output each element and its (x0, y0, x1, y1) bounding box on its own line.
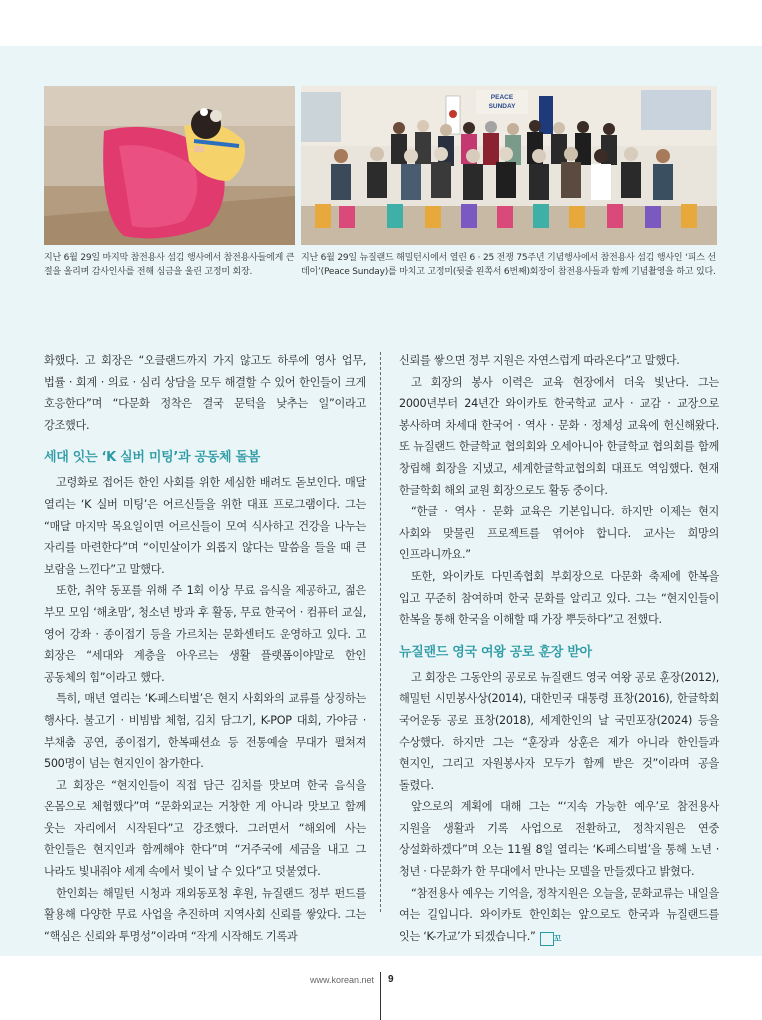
photo-peace-sunday-group (301, 86, 717, 245)
column-divider (380, 352, 381, 912)
page-number: 9 (388, 974, 394, 985)
final-paragraph-text: “참전용사 예우는 기억을, 정착지원은 오늘을, 문화교류는 내일을 여는 길입니다. 와이카토 한인회는 앞으로도 한국과 뉴질랜드를 잇는 ‘K-가교’가 되겠습니다.” (399, 886, 719, 943)
footer-url: www.korean.net (309, 975, 374, 985)
paragraph: 고 회장은 “현지인들이 직접 담근 김치를 맛보며 한국 음식을 온몸으로 체험했다”며 “문화외교는 거창한 게 아니라 맛보고 함께 웃는 자리에서 시작된다”고 강조했다. 그러면서 “해외에 사는 한인들은 현지인과 함께해야 한다”며 “거주국에 세금을 내고 그 나라도 빛내줘야 세계 속에서 빛이 날 수 있다”고 덧붙였다. (44, 778, 366, 879)
paragraph: 앞으로의 계획에 대해 그는 “‘지속 가능한 예우’로 참전용사 지원을 생활과 기록 사업으로 전환하고, 정착지원은 연중 상설화하겠다”며 오는 11월 8일 열리는 ‘K-페스티벌’을 통해 노년 · 청년 · 다문화가 한 무대에서 만나는 모델을 만들겠다고 밝혔다. (399, 800, 719, 879)
photo-caption-left: 지난 6월 29일 마지막 참전용사 섬김 행사에서 참전용사들에게 큰절을 올리며 감사인사를 전해 심금을 울린 고정미 회장. (44, 253, 295, 277)
footer-divider (380, 972, 381, 1020)
paragraph: 고령화로 접어든 한인 사회를 위한 세심한 배려도 돋보인다. 매달 열리는 ‘K 실버 미팅’은 어르신들을 위한 대표 프로그램이다. 그는 “매달 마지막 목요일이면 어르신들이 모여 식사하고 건강을 나누는 자리를 마련한다”며 “이민살이가 외롭지 않다는 말씀을 들을 때 큰 보람을 느낀다”고 말했다. (44, 476, 366, 576)
article-column-left (44, 350, 366, 947)
section-heading: 뉴질랜드 영국 여왕 공로 훈장 받아 (399, 644, 592, 660)
sign-sunday: SUNDAY (488, 103, 516, 110)
section-heading: 세대 잇는 ‘K 실버 미팅’과 공동체 돌봄 (44, 450, 261, 466)
paragraph: “한글 · 역사 · 문화 교육은 기본입니다. 하지만 이제는 현지 사회와 맞물린 프로젝트를 엮어야 합니다. 교사는 희망의 인프라니까요.” (399, 505, 719, 562)
paragraph: 고 회장의 봉사 이력은 교육 현장에서 더욱 빛난다. 그는 2000년부터 24년간 와이카토 한국학교 교사 · 교감 · 교장으로 봉사하며 차세대 한국어 · 역사 · 문화 · 정체성 교육에 헌신해왔다. 또 뉴질랜드 한글학교 협의회와 오세아니아 한글학교 협의회를 함께 창립해 회장을 지냈고, 세계한글학교협의회 대표도 역임했다. 현재 한글학회 해외 교원 회장으로도 활동 중이다. (399, 375, 719, 497)
article-column-right (399, 350, 719, 947)
paragraph: 또한, 와이카토 다민족협회 부회장으로 다문화 축제에 한복을 입고 꾸준히 참여하며 한국 문화를 알리고 있다. 그는 “현지인들이 한복을 통해 한국을 이해할 때 가장 뿌듯하다”고 전했다. (399, 569, 719, 627)
paragraph: 고 회장은 그동안의 공로로 뉴질랜드 영국 여왕 공로 훈장(2012), 해밀턴 시민봉사상(2014), 대한민국 대통령 표창(2016), 한글학회 국어운동 공로 표창(2018), 세계한인의 날 국민포장(2024) 등을 수상했다. 하지만 그는 “훈장과 상훈은 제가 아니라 한인들과 현지인, 그리고 자원봉사자 모두가 함께 받은 것”이라며 공을 돌렸다. (399, 670, 719, 792)
paragraph: 특히, 매년 열리는 ‘K-페스티벌’은 현지 사회와의 교류를 상징하는 행사다. 불고기 · 비빔밥 체험, 김치 담그기, K-POP 대회, 가야금 · 부채춤 공연, 종이접기, 한복패션쇼 등 전통예술 무대가 펼쳐져 500명이 넘는 현지인이 참가한다. (44, 692, 366, 771)
end-mark-icon: 꼬 (540, 932, 554, 946)
top-margin (0, 0, 762, 46)
paragraph: 한인회는 해밀턴 시청과 재외동포청 후원, 뉴질랜드 정부 펀드를 활용해 다양한 무료 사업을 추진하며 지역사회 신뢰를 쌓았다. 그는 “핵심은 신뢰와 투명성”이라며 “작게 시작해도 기록과 (44, 886, 366, 943)
photo-caption-right: 지난 6월 29일 뉴질랜드 해밀턴시에서 열린 6 · 25 전쟁 75주년 기념행사에서 참전용사 섬김 행사인 ‘피스 선데이’(Peace Sunday)를 마치고 고정미(뒷줄 왼쪽서 6번째)회장이 참전용사들과 함께 기념촬영을 하고 있다. (301, 253, 716, 277)
paragraph: 또한, 취약 동포를 위해 주 1회 이상 무료 음식을 제공하고, 젊은 부모 모임 ‘해초맘’, 청소년 방과 후 활동, 무료 한국어 · 컴퓨터 교실, 영어 강좌 · 종이접기 등을 가르치는 문화센터도 운영하고 있다. 고 회장은 “세대와 계층을 아우르는 생활 플랫폼이야말로 한인 공동체의 힘”이라고 했다. (44, 584, 366, 684)
paragraph: 화했다. 고 회장은 “오클랜드까지 가지 않고도 하루에 영사 업무, 법률 · 회계 · 의료 · 심리 상담을 모두 해결할 수 있어 한인들이 크게 호응한다”며 “다문화 정착은 결국 문턱을 낮추는 일”이라고 강조했다. (44, 354, 366, 432)
sign-peace: PEACE (490, 94, 514, 101)
photo-bowing-hanbok (44, 86, 295, 245)
page-footer (0, 972, 762, 1012)
paragraph: 신뢰를 쌓으면 정부 지원은 자연스럽게 따라온다”고 말했다. (399, 354, 680, 367)
paragraph-final (399, 883, 719, 948)
